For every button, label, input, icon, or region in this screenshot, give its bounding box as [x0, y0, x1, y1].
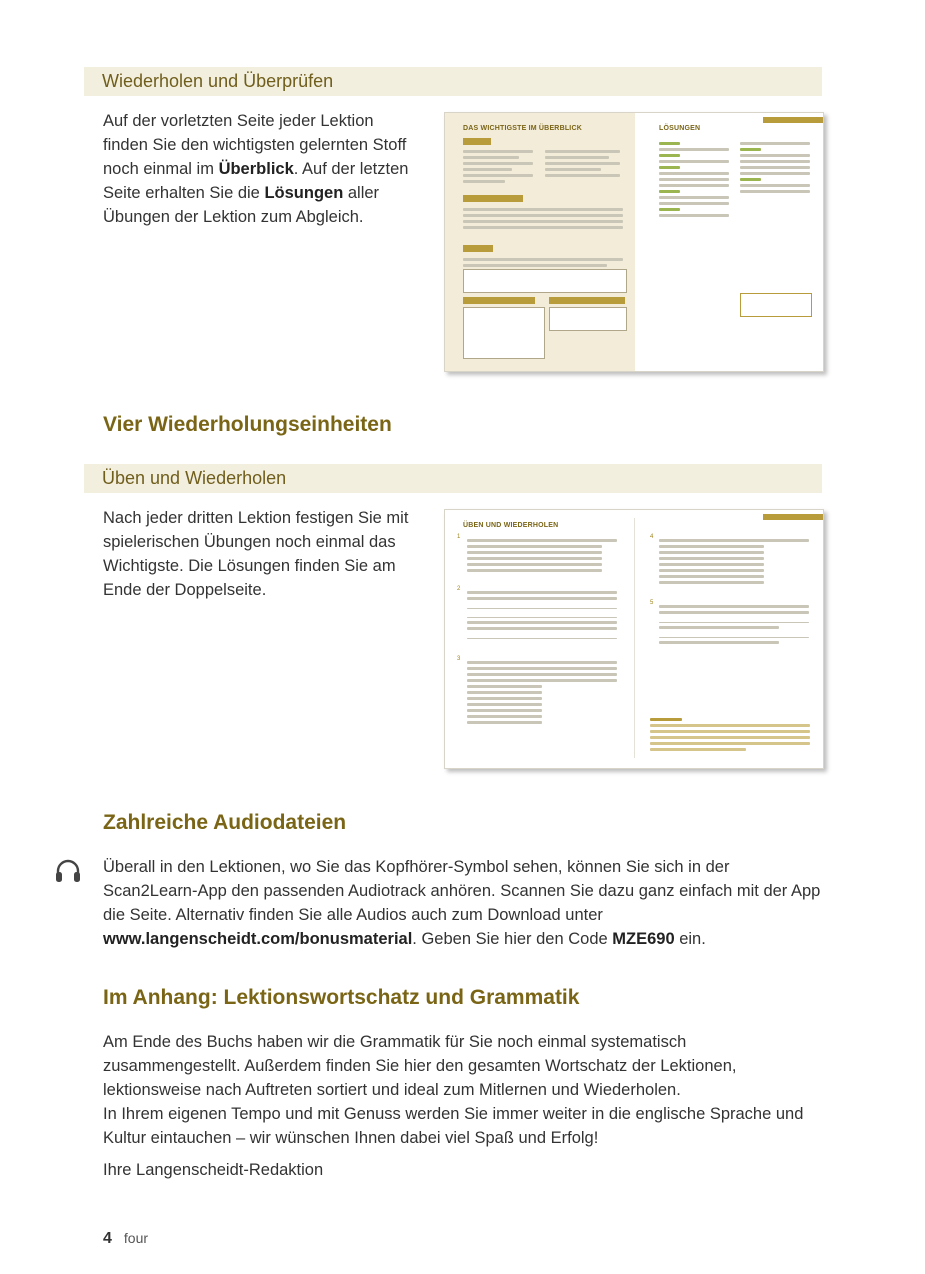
- page-number: 4: [103, 1230, 112, 1247]
- review-bold-solutions: Lösungen: [264, 184, 344, 202]
- audio-paragraph: [103, 855, 823, 951]
- heading-four-review-units: Vier Wiederholungseinheiten: [103, 413, 392, 436]
- thumbnail-table: [549, 307, 627, 331]
- signoff: Ihre Langenscheidt-Redaktion: [103, 1161, 324, 1179]
- headphones-icon: [54, 858, 82, 884]
- bonus-material-link[interactable]: www.langenscheidt.com/bonusmaterial: [103, 930, 413, 948]
- thumbnail-text-lines: [463, 205, 623, 232]
- section-band-practice: Üben und Wiederholen: [84, 464, 822, 493]
- thumbnail-table: [463, 307, 545, 359]
- thumbnail-text-lines: [467, 588, 617, 642]
- thumbnail-header-tab: [763, 117, 823, 123]
- thumbnail-text-lines: [467, 536, 617, 575]
- thumbnail-overview-spread: [444, 112, 824, 372]
- appendix-text-1: Am Ende des Buchs haben wir die Grammatik für Sie noch einmal systematisch zusammengestellt. Außerdem finden Sie hier den gesamten Wortschatz der Lektionen, lektionsweise nach Auftreten sortiert und ideal zum Mitlernen und Wiederholen.: [103, 1033, 737, 1099]
- thumbnail-gutter: [634, 518, 635, 758]
- section-band-review: Wiederholen und Überprüfen: [84, 67, 822, 96]
- thumbnail-text-lines: [545, 147, 620, 180]
- thumbnail-exercise-spread: [444, 509, 824, 769]
- heading-appendix: Im Anhang: Lektionswortschatz und Grammatik: [103, 986, 580, 1009]
- appendix-paragraph: [103, 1030, 823, 1182]
- practice-paragraph: Nach jeder dritten Lektion festigen Sie mit spielerischen Übungen noch einmal das Wichtigste. Die Lösungen finden Sie am Ende der Doppelseite.: [103, 509, 409, 599]
- thumbnail-solution-lines: [650, 715, 810, 754]
- audio-code-suffix: ein.: [674, 930, 706, 948]
- thumbnail-text-lines: [467, 658, 617, 727]
- review-text-2: . Auf der letzten Seite erhalten Sie die: [103, 160, 409, 202]
- thumbnail-label-bar: [463, 297, 535, 304]
- thumbnail-text-lines: [740, 139, 810, 196]
- thumbnail-exercise-number: 3: [457, 656, 461, 662]
- thumbnail-exercise-number: 1: [457, 534, 461, 540]
- review-text-1: Auf der vorletzten Seite jeder Lektion finden Sie den wichtigsten gelernten Stoff noch einmal im: [103, 112, 407, 178]
- thumbnail-header-tab: [763, 514, 823, 520]
- thumbnail-exercise-number: 5: [650, 600, 654, 606]
- thumbnail-text-lines: [463, 255, 623, 270]
- thumbnail-text-lines: [659, 602, 809, 647]
- page-footer: [103, 1230, 148, 1248]
- thumbnail-text-lines: [463, 147, 533, 186]
- thumbnail-label-bar: [549, 297, 625, 304]
- thumbnail-label-bar: [463, 245, 493, 252]
- thumbnail-left-page: [445, 113, 635, 371]
- thumbnail-label-bar: [463, 195, 523, 202]
- audio-code-text: . Geben Sie hier den Code: [412, 930, 613, 948]
- thumbnail-text-lines: [659, 139, 729, 220]
- review-text-3: aller Übungen der Lektion zum Abgleich.: [103, 184, 380, 226]
- thumbnail-table: [463, 269, 627, 293]
- thumbnail-overview-title: DAS WICHTIGSTE IM ÜBERBLICK: [463, 125, 582, 132]
- thumbnail-right-page: [635, 113, 823, 371]
- review-paragraph: [103, 109, 423, 229]
- review-bold-overview: Überblick: [218, 160, 294, 178]
- thumbnail-exercise-number: 4: [650, 534, 654, 540]
- thumbnail-note-box: [740, 293, 812, 317]
- thumbnail-solutions-title: LÖSUNGEN: [659, 125, 701, 132]
- thumbnail-exercise-title: ÜBEN UND WIEDERHOLEN: [463, 522, 559, 529]
- page-number-word: four: [123, 1230, 149, 1246]
- thumbnail-text-lines: [659, 536, 809, 587]
- audio-text: Überall in den Lektionen, wo Sie das Kopfhörer-Symbol sehen, können Sie sich in der Scan2Learn-App den passenden Audiotrack anhören. Scannen Sie dazu ganz einfach mit der App die Seite. Alternativ finden Sie alle Audios auch zum Download unter: [103, 858, 821, 924]
- thumbnail-label-bar: [463, 138, 491, 145]
- thumbnail-exercise-number: 2: [457, 586, 461, 592]
- download-code: MZE690: [612, 930, 675, 948]
- heading-audio-files: Zahlreiche Audiodateien: [103, 811, 347, 834]
- appendix-text-2: In Ihrem eigenen Tempo und mit Genuss werden Sie immer weiter in die englische Sprache und Kultur eintauchen – wir wünschen Ihnen dabei viel Spaß und Erfolg!: [103, 1105, 804, 1147]
